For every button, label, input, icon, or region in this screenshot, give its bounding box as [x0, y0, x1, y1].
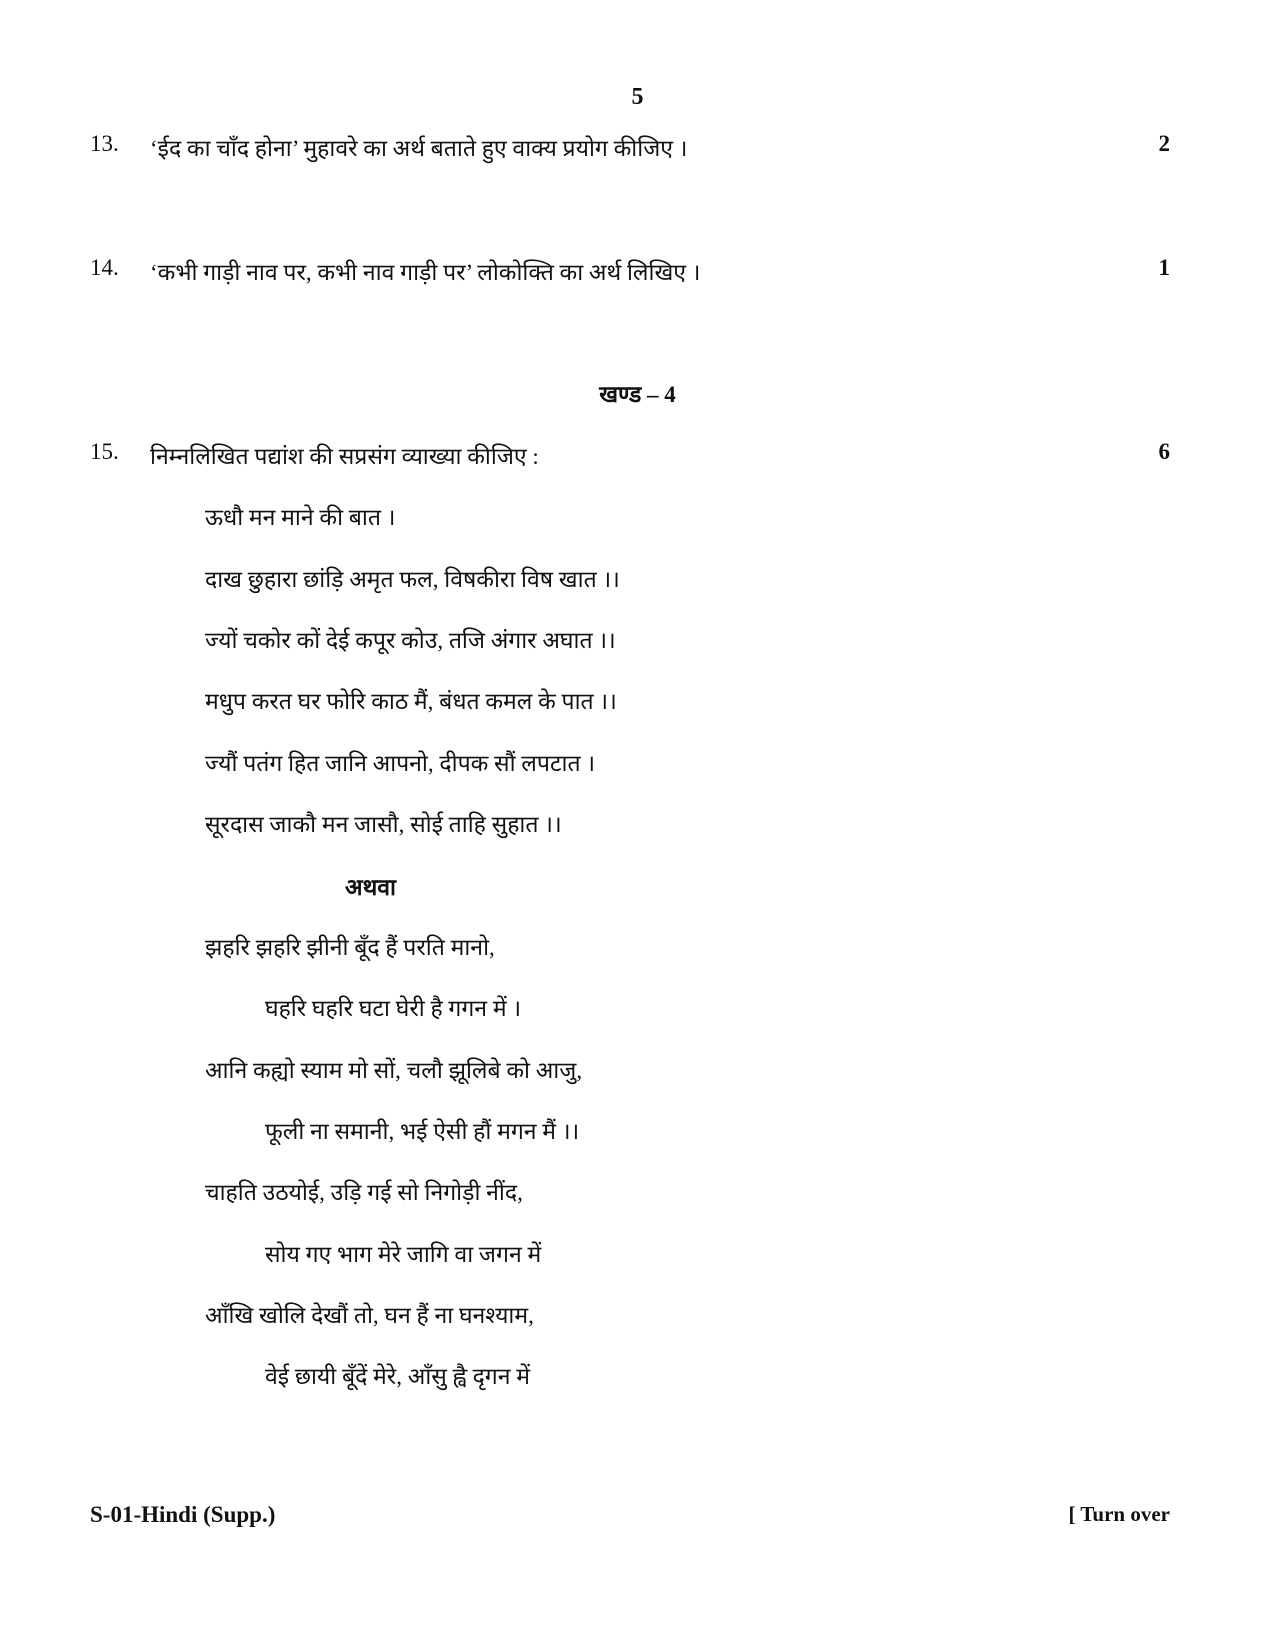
question-15-marks: 6	[1158, 439, 1170, 464]
question-15-number: 15.	[90, 439, 119, 464]
poem1-line: मधुप करत घर फोरि काठ मैं, बंधत कमल के पात ।।	[205, 689, 617, 714]
paper-code: S-01-Hindi (Supp.)	[90, 1502, 276, 1527]
poem2-line: चाहति उठयोई, उड़ि गई सो निगोड़ी नींद,	[205, 1180, 523, 1205]
question-14-number: 14.	[90, 255, 119, 280]
question-14-marks: 1	[1158, 255, 1170, 280]
question-13-marks: 2	[1158, 131, 1170, 156]
poem2-line: आनि कह्यो स्याम मो सों, चलौ झूलिबे को आजु,	[205, 1058, 583, 1083]
or-label: अथवा	[345, 875, 397, 900]
poem1-line: सूरदास जाकौ मन जासौ, सोई ताहि सुहात ।।	[205, 812, 562, 837]
poem2-line: सोय गए भाग मेरे जागि वा जगन में	[265, 1242, 542, 1267]
poem2-line: झहरि झहरि झीनी बूँद हैं परति मानो,	[205, 935, 495, 960]
poem2-line: वेई छायी बूँदें मेरे, आँसु ह्वै दृगन में	[265, 1364, 531, 1389]
question-13-number: 13.	[90, 131, 119, 156]
section-title: खण्ड – 4	[599, 382, 676, 407]
page-number: 5	[631, 84, 644, 110]
poem1-line: ज्यों चकोर कों देई कपूर कोउ, तजि अंगार अघात ।।	[205, 628, 616, 653]
poem1-line: ऊधौ मन माने की बात ।	[205, 505, 396, 530]
question-13-text: ‘ईद का चाँद होना’ मुहावरे का अर्थ बताते हुए वाक्य प्रयोग कीजिए ।	[150, 136, 688, 161]
turn-over-label: [ Turn over	[1068, 1502, 1170, 1526]
question-14-text: ‘कभी गाड़ी नाव पर, कभी नाव गाड़ी पर’ लोकोक्ति का अर्थ लिखिए ।	[150, 260, 701, 285]
poem2-line: घहरि घहरि घटा घेरी है गगन में ।	[265, 996, 522, 1021]
question-15-text: निम्नलिखित पद्यांश की सप्रसंग व्याख्या कीजिए :	[150, 444, 539, 469]
poem2-line: आँखि खोलि देखौं तो, घन हैं ना घनश्याम,	[205, 1303, 534, 1328]
poem1-line: दाख छुहारा छांड़ि अमृत फल, विषकीरा विष खात ।।	[205, 567, 620, 592]
poem2-line: फूली ना समानी, भई ऐसी हौं मगन मैं ।।	[265, 1119, 580, 1144]
poem1-line: ज्यौं पतंग हित जानि आपनो, दीपक सौं लपटात ।	[205, 751, 596, 776]
